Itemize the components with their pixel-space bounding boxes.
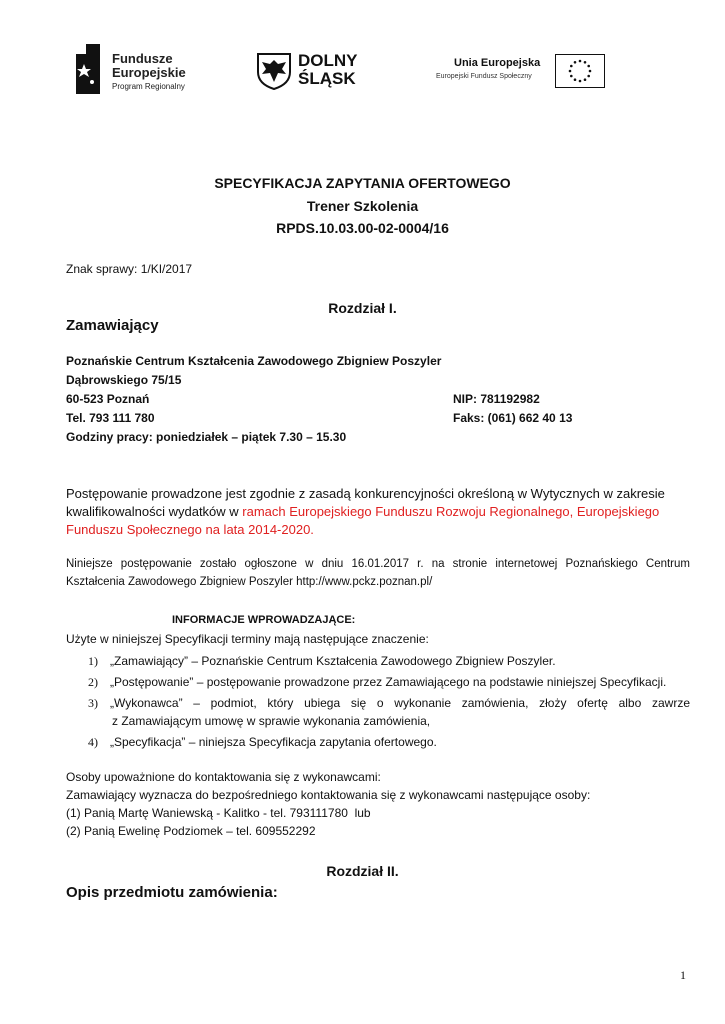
item-number: 2) [88, 675, 98, 689]
eu-flag-icon [555, 54, 605, 88]
competition-line2 [66, 504, 659, 519]
case-number: Znak sprawy: 1/KI/2017 [66, 262, 193, 276]
orderer-street: Dąbrowskiego 75/15 [66, 373, 182, 387]
fundusze-europejskie-logo [76, 44, 216, 94]
intro-item-3 [88, 696, 690, 711]
spec-title: SPECYFIKACJA ZAPYTANIA OFERTOWEGO [214, 175, 511, 191]
chapter1-title: Zamawiający [66, 317, 159, 334]
orderer-nip: NIP: 781192982 [453, 392, 540, 406]
contacts-line1: Osoby upoważnione do kontaktowania się z wykonawcami: [66, 770, 381, 784]
orderer-hours: Godziny pracy: poniedziałek – piątek 7.30 – 15.30 [66, 430, 347, 444]
announcement-line1: Niniejsze postępowanie zostało ogłoszone w dniu 16.01.2017 r. na stronie internetowej Poznańskiego Centrum [66, 558, 690, 570]
chapter2-title: Opis przedmiotu zamówienia: [66, 884, 278, 901]
ue-line1: Unia Europejska [454, 57, 541, 69]
item-number: 3) [88, 696, 98, 710]
item-text: „Wykonawca” – podmiot, który ubiega się o wykonanie zamówienia, złoży ofertę albo zawrze [110, 696, 690, 710]
intro-item-3-cont: z Zamawiającym umowę w sprawie wykonania zamówienia, [112, 714, 431, 728]
contacts-line3: (1) Panią Martę Waniewską - Kalitko - tel. 793111780 lub [66, 806, 371, 820]
competition-line1: Postępowanie prowadzone jest zgodnie z zasadą konkurencyjności określoną w Wytycznych w zakresie [66, 486, 665, 501]
intro-item-4 [88, 735, 437, 750]
item-number: 4) [88, 735, 98, 749]
intro-heading: INFORMACJE WPROWADZAJĄCE: [172, 614, 356, 626]
page-number: 1 [680, 968, 686, 982]
item-text: „Postępowanie” – postępowanie prowadzone przez Zamawiającego na podstawie niniejszej Specyfikacji. [110, 675, 667, 689]
ds-line1: DOLNY [298, 51, 358, 70]
intro-item-2 [88, 675, 666, 690]
orderer-fax: Faks: (061) 662 40 13 [453, 411, 573, 425]
dolny-slask-logo [256, 50, 376, 92]
item-text: „Specyfikacja” – niniejsza Specyfikacja zapytania ofertowego. [110, 735, 437, 749]
fe-line3: Program Regionalny [112, 82, 185, 91]
fe-star-icon [76, 44, 106, 94]
ue-line2: Europejski Fundusz Społeczny [436, 73, 532, 80]
competition-line3: Funduszu Społecznego na lata 2014-2020. [66, 522, 314, 537]
competition-line2-red: ramach Europejskiego Funduszu Rozwoju Regionalnego, Europejskiego [242, 504, 660, 519]
unia-europejska-logo [436, 54, 606, 90]
spec-code: RPDS.10.03.00-02-0004/16 [276, 220, 449, 236]
intro-item-1 [88, 654, 556, 669]
contacts-line4: (2) Panią Ewelinę Podziomek – tel. 609552292 [66, 824, 316, 838]
announcement-line2: Kształcenia Zawodowego Zbigniew Poszyler http://www.pckz.poznan.pl/ [66, 576, 433, 588]
eagle-crest-icon [256, 52, 292, 90]
contacts-line2: Zamawiający wyznacza do bezpośredniego kontaktowania się z wykonawcami następujące osoby: [66, 788, 591, 802]
item-text: „Zamawiający” – Poznańskie Centrum Kształcenia Zawodowego Zbigniew Poszyler. [110, 654, 556, 668]
chapter1-label: Rozdział I. [328, 300, 397, 316]
fe-line1: Fundusze [112, 51, 173, 66]
orderer-tel: Tel. 793 111 780 [66, 411, 155, 425]
orderer-city: 60-523 Poznań [66, 392, 150, 406]
ds-line2: ŚLĄSK [298, 69, 356, 88]
competition-line2-black: kwalifikowalności wydatków w [66, 504, 243, 519]
fe-line2: Europejskie [112, 65, 186, 80]
intro-lead: Użyte w niniejszej Specyfikacji terminy mają następujące znaczenie: [66, 632, 429, 646]
chapter2-label: Rozdział II. [326, 863, 399, 879]
spec-subtitle: Trener Szkolenia [306, 198, 419, 214]
orderer-name: Poznańskie Centrum Kształcenia Zawodowego Zbigniew Poszyler [66, 354, 442, 368]
item-number: 1) [88, 654, 98, 668]
